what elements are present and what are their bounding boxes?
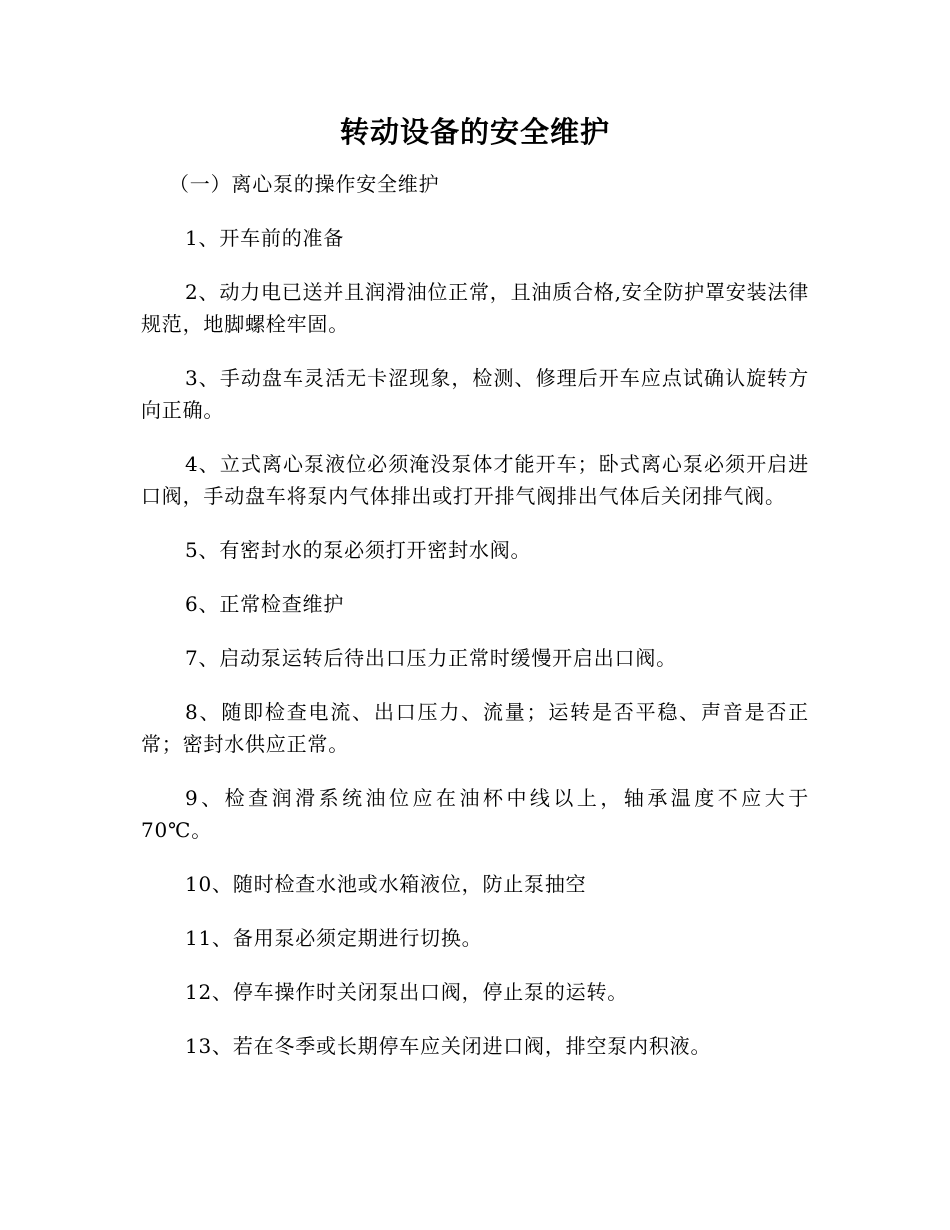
paragraph-5: 5、有密封水的泵必须打开密封水阀。 [185,538,532,562]
paragraph-8: 8、随即检查电流、出口压力、流量；运转是否平稳、声音是否正常；密封水供应正常。 [141,700,809,756]
document-title: 转动设备的安全维护 [339,115,610,149]
paragraph-7: 7、启动泵运转后待出口压力正常时缓慢开启出口阀。 [185,646,677,670]
paragraph-3: 3、手动盘车灵活无卡涩现象，检测、修理后开车应点试确认旋转方向正确。 [141,366,809,422]
section-heading: （一）离心泵的操作安全维护 [169,172,440,196]
paragraph-11: 11、备用泵必须定期进行切换。 [185,926,483,950]
paragraph-12: 12、停车操作时关闭泵出口阀，停止泵的运转。 [185,980,629,1004]
paragraph-13: 13、若在冬季或长期停车应关闭进口阀，排空泵内积液。 [185,1034,712,1058]
paragraph-4: 4、立式离心泵液位必须淹没泵体才能开车；卧式离心泵必须开启进口阀，手动盘车将泵内气体排出或打开排气阀排出气体后关闭排气阀。 [141,452,809,508]
paragraph-9: 9、检查润滑系统油位应在油杯中线以上，轴承温度不应大于70℃。 [141,786,809,842]
document-body [141,168,809,1084]
paragraph-6: 6、正常检查维护 [185,592,345,616]
paragraph-1: 1、开车前的准备 [185,226,345,250]
paragraph-2: 2、动力电已送并且润滑油位正常，且油质合格,安全防护罩安装法律规范，地脚螺栓牢固。 [141,280,809,336]
paragraph-10: 10、随时检查水池或水箱液位，防止泵抽空 [185,872,587,896]
